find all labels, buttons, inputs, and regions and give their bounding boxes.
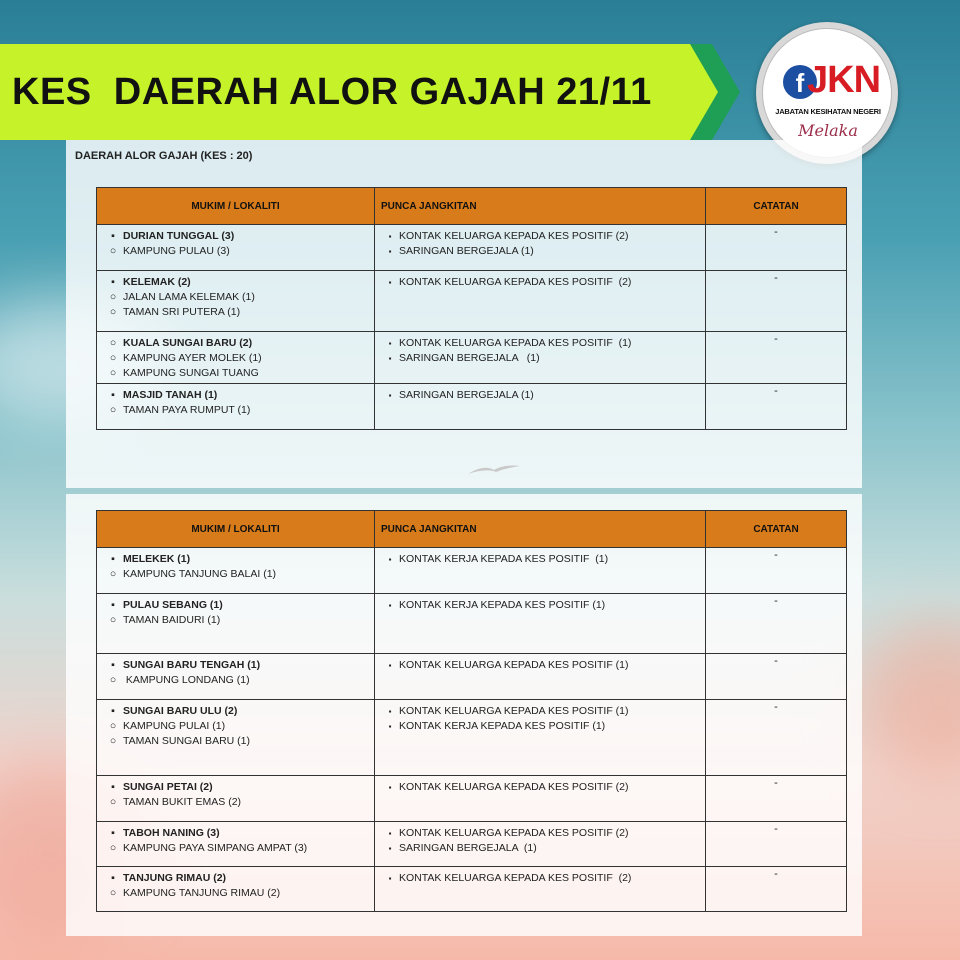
locality-name (103, 886, 370, 901)
column-header-punca: PUNCA JANGKITAN (375, 511, 706, 548)
locality-name (103, 305, 370, 320)
logo-script: Melaka (798, 121, 858, 140)
punca-cell (375, 776, 706, 822)
source-text: KONTAK KELUARGA KEPADA KES POSITIF (2) (399, 276, 632, 288)
mukim-text: TANJUNG RIMAU (2) (123, 872, 227, 884)
mukim-cell (97, 776, 375, 822)
punca-cell (375, 700, 706, 776)
mukim-cell (97, 700, 375, 776)
case-table-1 (96, 187, 847, 430)
locality-name (103, 244, 370, 259)
mukim-text: DURIAN TUNGGAL (3) (123, 230, 235, 242)
circle-bullet-icon: ○ (109, 568, 117, 580)
square-bullet-icon: ▪ (111, 659, 115, 671)
table-row (97, 548, 847, 594)
mukim-text: KAMPUNG AYER MOLEK (1) (123, 352, 262, 364)
locality-name (103, 841, 370, 856)
source-text: KONTAK KERJA KEPADA KES POSITIF (1) (399, 599, 606, 611)
square-bullet-icon: ▪ (388, 661, 392, 670)
mukim-text: PULAU SEBANG (1) (123, 599, 223, 611)
punca-cell (375, 548, 706, 594)
catatan-cell: - (706, 548, 847, 594)
infection-source (381, 780, 701, 795)
catatan-cell: - (706, 822, 847, 867)
infection-source (381, 336, 701, 351)
mukim-text: TAMAN SUNGAI BARU (1) (123, 735, 250, 747)
mukim-text: SUNGAI BARU ULU (2) (123, 705, 238, 717)
mukim-text: KAMPUNG PULAI (1) (123, 720, 226, 732)
infection-source (381, 351, 701, 366)
circle-bullet-icon: ○ (109, 842, 117, 854)
mukim-text: KAMPUNG PULAU (3) (123, 245, 230, 257)
mukim-text: KAMPUNG PAYA SIMPANG AMPAT (3) (123, 842, 308, 854)
source-text: KONTAK KELUARGA KEPADA KES POSITIF (2) (399, 827, 629, 839)
source-text: KONTAK KELUARGA KEPADA KES POSITIF (1) (399, 337, 632, 349)
square-bullet-icon: ▪ (388, 232, 392, 241)
mukim-text: KAMPUNG LONDANG (1) (123, 674, 250, 686)
circle-bullet-icon: ○ (109, 674, 117, 686)
square-bullet-icon: ▪ (388, 555, 392, 564)
jkn-logo-badge (762, 28, 892, 158)
square-bullet-icon: ▪ (388, 844, 392, 853)
mukim-text: KAMPUNG TANJUNG RIMAU (2) (123, 887, 281, 899)
table-row (97, 271, 847, 332)
mukim-text: JALAN LAMA KELEMAK (1) (123, 291, 255, 303)
catatan-cell: - (706, 654, 847, 700)
table-header-row (97, 511, 847, 548)
square-bullet-icon: ▪ (388, 278, 392, 287)
mukim-cell (97, 271, 375, 332)
locality-name (103, 795, 370, 810)
square-bullet-icon: ▪ (388, 247, 392, 256)
district-heading: DAERAH ALOR GAJAH (KES : 20) (75, 150, 253, 162)
source-text: KONTAK KERJA KEPADA KES POSITIF (1) (399, 553, 609, 565)
mukim-text: KELEMAK (2) (123, 276, 191, 288)
punca-cell (375, 332, 706, 384)
column-header-catatan: CATATAN (706, 511, 847, 548)
locality-name (103, 734, 370, 749)
table-row (97, 776, 847, 822)
square-bullet-icon: ▪ (388, 829, 392, 838)
mukim-name (103, 704, 370, 719)
mukim-name (103, 658, 370, 673)
source-text: SARINGAN BERGEJALA (1) (399, 352, 540, 364)
mukim-text: SUNGAI BARU TENGAH (1) (123, 659, 261, 671)
catatan-cell: - (706, 700, 847, 776)
banner-title: KES DAERAH ALOR GAJAH 21/11 (12, 71, 652, 113)
locality-name (103, 673, 370, 688)
locality-name (103, 351, 370, 366)
circle-bullet-icon: ○ (109, 352, 117, 364)
catatan-cell: - (706, 384, 847, 430)
bird-icon (466, 462, 522, 476)
circle-bullet-icon: ○ (109, 887, 117, 899)
source-text: KONTAK KELUARGA KEPADA KES POSITIF (2) (399, 230, 629, 242)
catatan-cell: - (706, 867, 847, 912)
infection-source (381, 244, 701, 259)
square-bullet-icon: ▪ (111, 827, 115, 839)
infection-source (381, 704, 701, 719)
mukim-cell (97, 867, 375, 912)
circle-bullet-icon: ○ (109, 245, 117, 257)
mukim-name (103, 780, 370, 795)
punca-cell (375, 594, 706, 654)
locality-name (103, 613, 370, 628)
circle-bullet-icon: ○ (109, 735, 117, 747)
mukim-text: KAMPUNG SUNGAI TUANG (123, 367, 259, 379)
source-text: KONTAK KELUARGA KEPADA KES POSITIF (2) (399, 781, 629, 793)
locality-name (103, 403, 370, 418)
mukim-cell (97, 384, 375, 430)
column-header-catatan: CATATAN (706, 188, 847, 225)
facebook-icon: f (783, 65, 817, 99)
infection-source (381, 275, 701, 290)
mukim-cell (97, 225, 375, 271)
mukim-name (103, 229, 370, 244)
catatan-cell: - (706, 332, 847, 384)
source-text: KONTAK KELUARGA KEPADA KES POSITIF (2) (399, 872, 632, 884)
infection-source (381, 229, 701, 244)
column-header-mukim: MUKIM / LOKALITI (97, 188, 375, 225)
punca-cell (375, 822, 706, 867)
table-row (97, 867, 847, 912)
mukim-text: TAMAN BAIDURI (1) (123, 614, 221, 626)
mukim-name (103, 826, 370, 841)
square-bullet-icon: ▪ (388, 707, 392, 716)
document-page-1 (66, 140, 862, 488)
infection-source (381, 871, 701, 886)
square-bullet-icon: ▪ (111, 230, 115, 242)
table-row (97, 654, 847, 700)
table-row (97, 594, 847, 654)
circle-bullet-icon: ○ (109, 614, 117, 626)
square-bullet-icon: ▪ (111, 553, 115, 565)
mukim-text: KAMPUNG TANJUNG BALAI (1) (123, 568, 277, 580)
logo-brand: JKN (807, 59, 881, 101)
square-bullet-icon: ▪ (111, 276, 115, 288)
document-page-2 (66, 494, 862, 936)
mukim-text: TAMAN PAYA RUMPUT (1) (123, 404, 251, 416)
square-bullet-icon: ▪ (388, 783, 392, 792)
case-table-2 (96, 510, 847, 912)
mukim-name (103, 552, 370, 567)
mukim-cell (97, 654, 375, 700)
mukim-name (103, 871, 370, 886)
punca-cell (375, 384, 706, 430)
mukim-text: TAMAN SRI PUTERA (1) (123, 306, 241, 318)
mukim-cell (97, 594, 375, 654)
table-row (97, 700, 847, 776)
catatan-cell: - (706, 594, 847, 654)
mukim-name (103, 598, 370, 613)
background-cloud (860, 620, 960, 780)
punca-cell (375, 867, 706, 912)
circle-bullet-icon: ○ (109, 337, 117, 349)
table-row (97, 384, 847, 430)
catatan-cell: - (706, 225, 847, 271)
circle-bullet-icon: ○ (109, 404, 117, 416)
mukim-text: MELEKEK (1) (123, 553, 191, 565)
infection-source (381, 388, 701, 403)
square-bullet-icon: ▪ (111, 389, 115, 401)
infection-source (381, 841, 701, 856)
locality-name (103, 567, 370, 582)
column-header-mukim: MUKIM / LOKALITI (97, 511, 375, 548)
mukim-cell (97, 332, 375, 384)
punca-cell (375, 271, 706, 332)
circle-bullet-icon: ○ (109, 291, 117, 303)
source-text: SARINGAN BERGEJALA (1) (399, 842, 537, 854)
source-text: KONTAK KERJA KEPADA KES POSITIF (1) (399, 720, 606, 732)
square-bullet-icon: ▪ (111, 705, 115, 717)
mukim-name (103, 388, 370, 403)
mukim-cell (97, 548, 375, 594)
square-bullet-icon: ▪ (388, 339, 392, 348)
locality-name (103, 719, 370, 734)
infection-source (381, 598, 701, 613)
mukim-text: SUNGAI PETAI (2) (123, 781, 213, 793)
circle-bullet-icon: ○ (109, 306, 117, 318)
square-bullet-icon: ▪ (388, 722, 392, 731)
square-bullet-icon: ▪ (388, 354, 392, 363)
table-row (97, 822, 847, 867)
source-text: KONTAK KELUARGA KEPADA KES POSITIF (1) (399, 705, 629, 717)
source-text: SARINGAN BERGEJALA (1) (399, 245, 534, 257)
infection-source (381, 826, 701, 841)
infection-source (381, 658, 701, 673)
circle-bullet-icon: ○ (109, 367, 117, 379)
infection-source (381, 719, 701, 734)
circle-bullet-icon: ○ (109, 720, 117, 732)
mukim-cell (97, 822, 375, 867)
source-text: KONTAK KELUARGA KEPADA KES POSITIF (1) (399, 659, 629, 671)
square-bullet-icon: ▪ (111, 872, 115, 884)
infection-source (381, 552, 701, 567)
square-bullet-icon: ▪ (388, 391, 392, 400)
logo-subtitle: JABATAN KESIHATAN NEGERI (775, 107, 881, 116)
table-header-row (97, 188, 847, 225)
square-bullet-icon: ▪ (111, 781, 115, 793)
mukim-name (103, 275, 370, 290)
circle-bullet-icon: ○ (109, 796, 117, 808)
mukim-text: TABOH NANING (3) (123, 827, 220, 839)
mukim-text: KUALA SUNGAI BARU (2) (123, 337, 253, 349)
square-bullet-icon: ▪ (388, 601, 392, 610)
punca-cell (375, 654, 706, 700)
locality-name (103, 366, 370, 381)
column-header-punca: PUNCA JANGKITAN (375, 188, 706, 225)
mukim-text: MASJID TANAH (1) (123, 389, 218, 401)
catatan-cell: - (706, 776, 847, 822)
punca-cell (375, 225, 706, 271)
table-row (97, 225, 847, 271)
mukim-name (103, 336, 370, 351)
locality-name (103, 290, 370, 305)
source-text: SARINGAN BERGEJALA (1) (399, 389, 534, 401)
table-row (97, 332, 847, 384)
square-bullet-icon: ▪ (111, 599, 115, 611)
square-bullet-icon: ▪ (388, 874, 392, 883)
mukim-text: TAMAN BUKIT EMAS (2) (123, 796, 242, 808)
catatan-cell: - (706, 271, 847, 332)
